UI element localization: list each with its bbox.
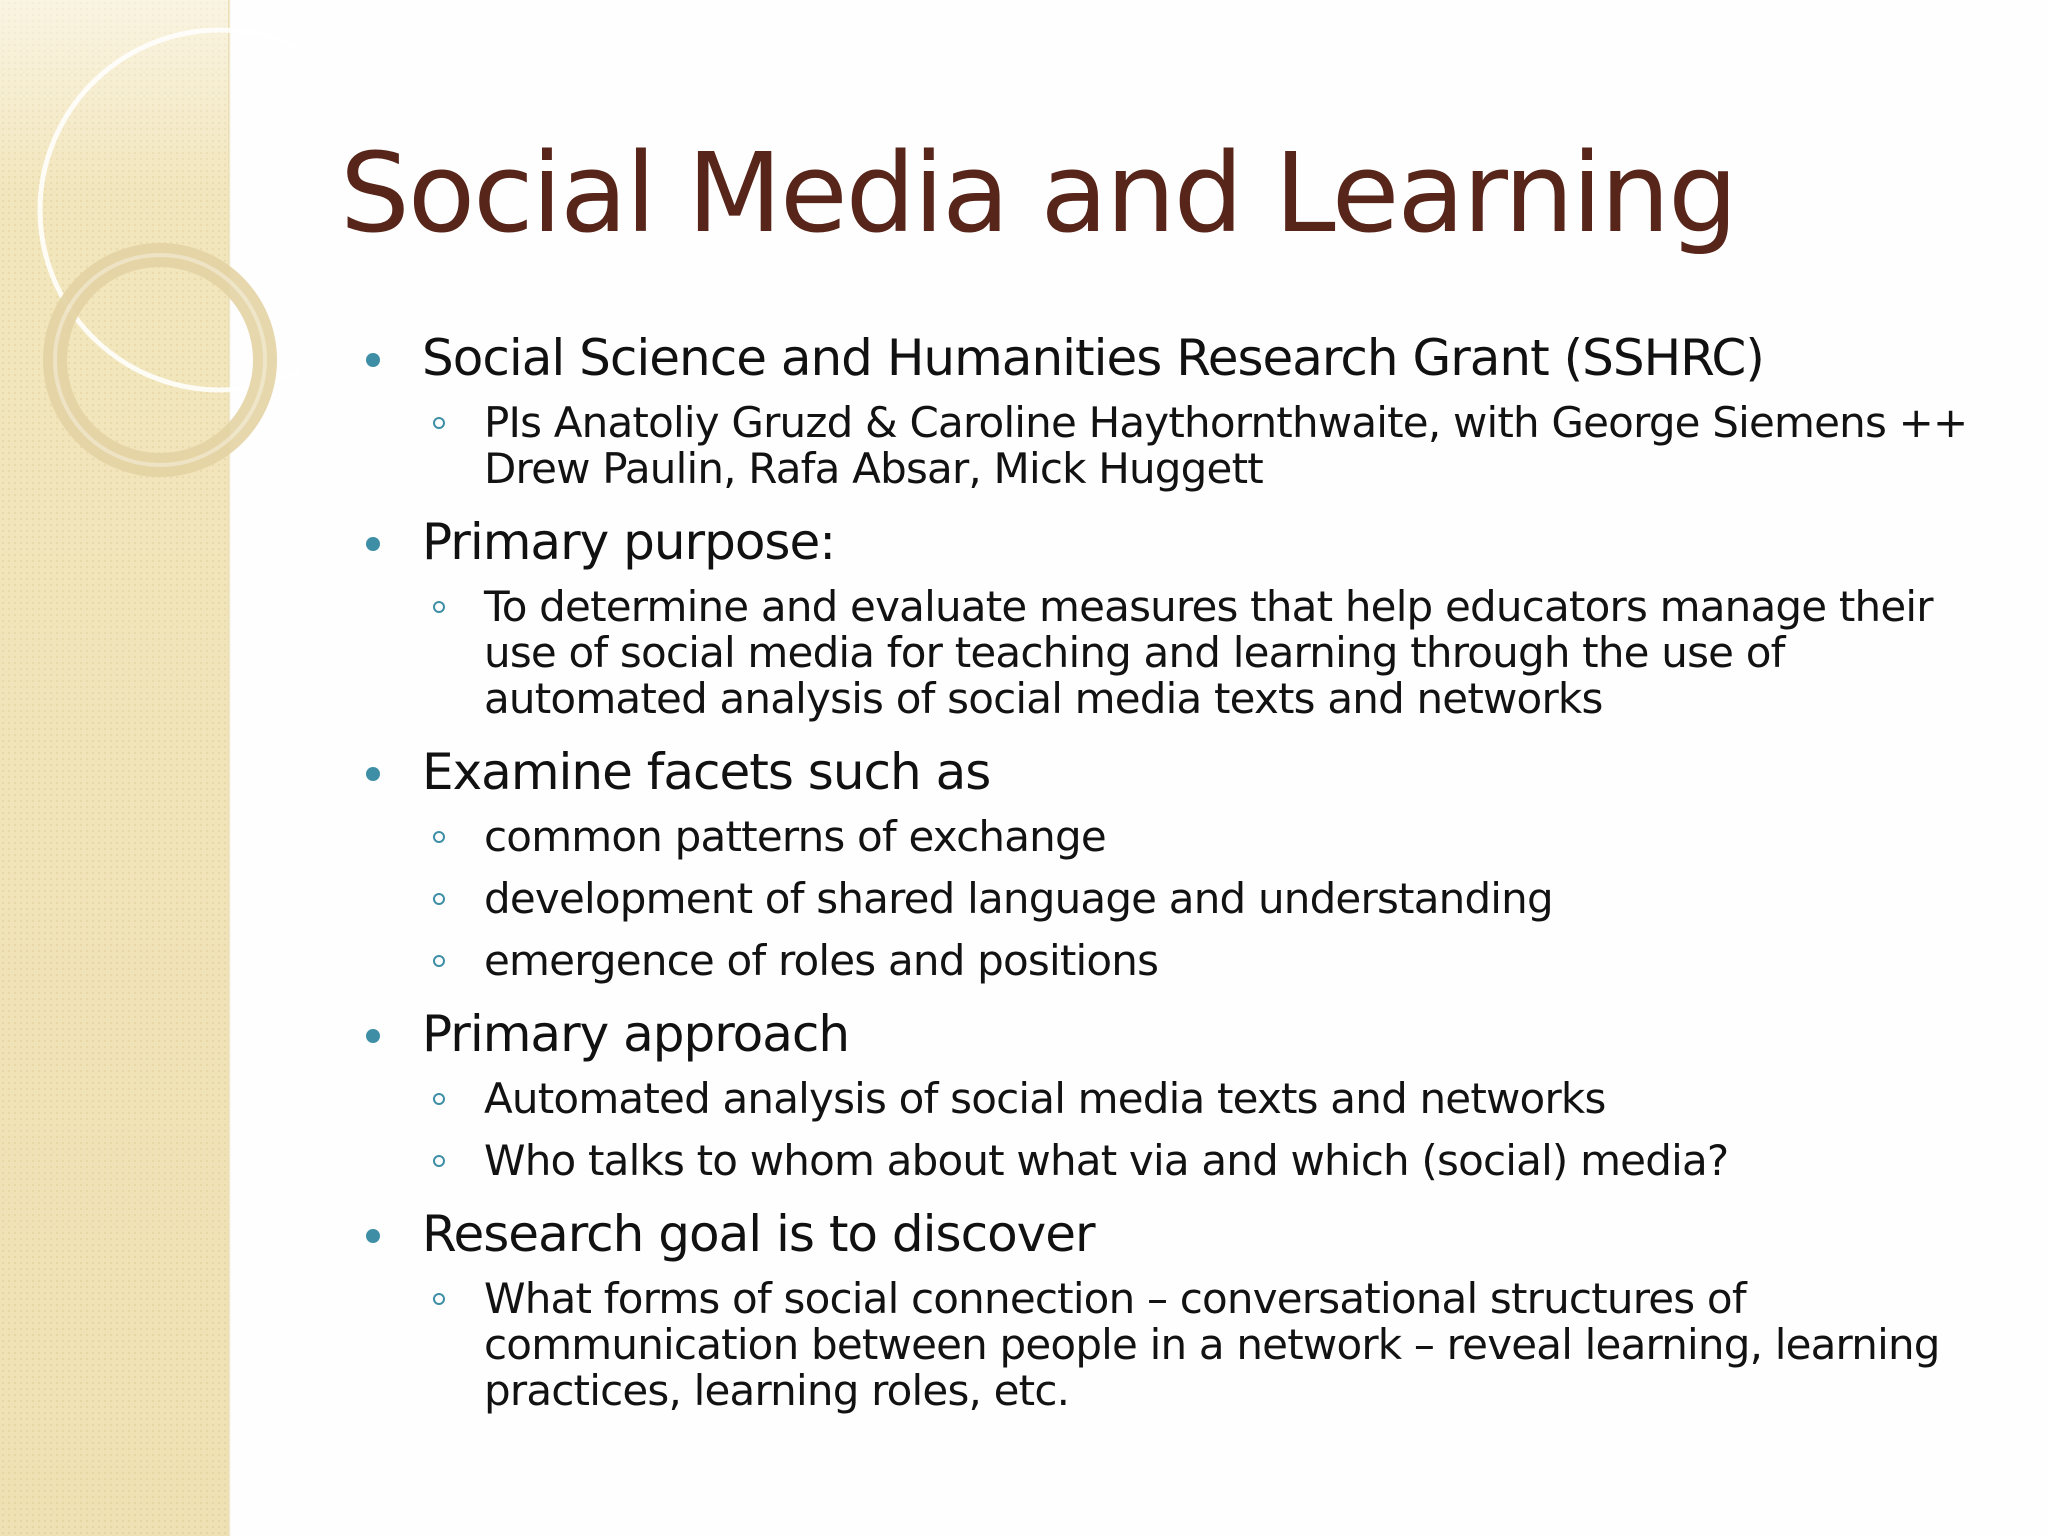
sub-bullet-item xyxy=(358,814,1998,860)
sub-bullet-ring-icon xyxy=(433,1093,445,1105)
bullet-text: Social Science and Humanities Research Grant (SSHRC) xyxy=(422,329,1764,387)
sub-bullet-item xyxy=(358,584,1998,722)
sub-bullet-text: common patterns of exchange xyxy=(484,812,1106,861)
sub-bullet-text: emergence of roles and positions xyxy=(484,936,1159,985)
bullet-dot-icon xyxy=(366,1229,380,1243)
bullet-item xyxy=(358,1006,1998,1062)
bullet-text: Examine facets such as xyxy=(422,743,991,801)
sub-bullet-text: To determine and evaluate measures that help educators manage their use of social media for teaching and learning through the use of automated analysis of social media texts and networks xyxy=(484,582,1933,723)
sub-bullet-ring-icon xyxy=(433,1293,445,1305)
sub-bullet-text: Who talks to whom about what via and which (social) media? xyxy=(484,1136,1729,1185)
sub-bullet-ring-icon xyxy=(433,893,445,905)
sub-bullet-item xyxy=(358,1138,1998,1184)
sub-bullet-ring-icon xyxy=(433,955,445,967)
bullet-text: Primary purpose: xyxy=(422,513,836,571)
bullet-item xyxy=(358,1206,1998,1262)
sub-bullet-ring-icon xyxy=(433,1155,445,1167)
sub-bullet-text: Automated analysis of social media texts and networks xyxy=(484,1074,1606,1123)
sub-bullet-text: What forms of social connection – conversational structures of communication between people in a network – reveal learning, learning practices, learning roles, etc. xyxy=(484,1274,1940,1415)
sub-bullet-text: development of shared language and understanding xyxy=(484,874,1553,923)
slide-title: Social Media and Learning xyxy=(340,129,1736,257)
sub-bullet-ring-icon xyxy=(433,601,445,613)
sub-bullet-group xyxy=(358,1276,1998,1414)
bullet-item xyxy=(358,744,1998,800)
bullet-dot-icon xyxy=(366,1029,380,1043)
sub-bullet-ring-icon xyxy=(433,417,445,429)
sub-bullet-item xyxy=(358,876,1998,922)
bullet-dot-icon xyxy=(366,353,380,367)
sub-bullet-text: PIs Anatoliy Gruzd & Caroline Haythornthwaite, with George Siemens ++ Drew Paulin, Rafa Absar, Mick Huggett xyxy=(484,398,1968,493)
sub-bullet-group xyxy=(358,584,1998,722)
sub-bullet-item xyxy=(358,1276,1998,1414)
bullet-text: Primary approach xyxy=(422,1005,850,1063)
sub-bullet-ring-icon xyxy=(433,831,445,843)
sub-bullet-group xyxy=(358,1076,1998,1184)
sub-bullet-item xyxy=(358,1076,1998,1122)
bullet-dot-icon xyxy=(366,537,380,551)
bullet-item xyxy=(358,514,1998,570)
sub-bullet-item xyxy=(358,938,1998,984)
bullet-list xyxy=(358,330,1998,1414)
sub-bullet-item xyxy=(358,400,1998,492)
bullet-dot-icon xyxy=(366,767,380,781)
decorative-rings-icon xyxy=(0,0,300,520)
sub-bullet-group xyxy=(358,400,1998,492)
bullet-item xyxy=(358,330,1998,386)
bullet-text: Research goal is to discover xyxy=(422,1205,1095,1263)
sub-bullet-group xyxy=(358,814,1998,984)
